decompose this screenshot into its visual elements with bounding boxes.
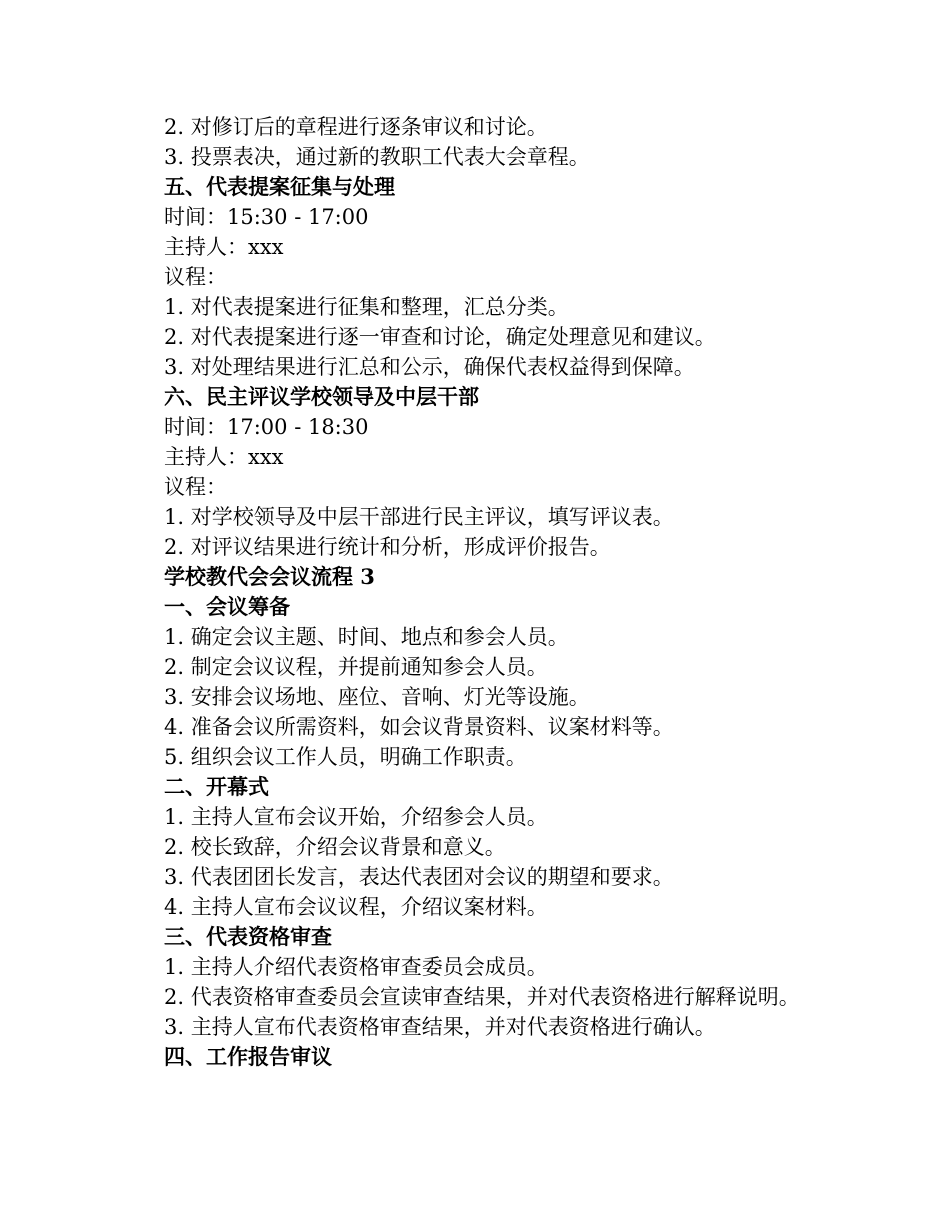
info-line: 时间：17:00 - 18:30 (164, 415, 369, 439)
list-item: 1. 确定会议主题、时间、地点和参会人员。 (164, 625, 569, 649)
list-item: 2. 代表资格审查委员会宣读审查结果，并对代表资格进行解释说明。 (164, 985, 800, 1009)
list-item: 2. 校长致辞，介绍会议背景和意义。 (164, 835, 506, 859)
section-heading: 六、民主评议学校领导及中层干部 (164, 384, 479, 409)
document-page (164, 112, 804, 1072)
section-heading: 二、开幕式 (164, 774, 269, 799)
list-item: 3. 代表团团长发言，表达代表团对会议的期望和要求。 (164, 865, 674, 889)
list-item: 1. 主持人宣布会议开始，介绍参会人员。 (164, 805, 548, 829)
list-item: 3. 对处理结果进行汇总和公示，确保代表权益得到保障。 (164, 355, 695, 379)
list-item: 3. 安排会议场地、座位、音响、灯光等设施。 (164, 685, 590, 709)
info-line: 议程： (164, 475, 227, 499)
list-item: 5. 组织会议工作人员，明确工作职责。 (164, 745, 527, 769)
section-heading: 一、会议筹备 (164, 594, 290, 619)
list-item: 3. 主持人宣布代表资格审查结果，并对代表资格进行确认。 (164, 1015, 716, 1039)
list-item: 2. 对修订后的章程进行逐条审议和讨论。 (164, 115, 548, 139)
section-heading: 学校教代会会议流程 3 (164, 564, 375, 589)
info-line: 主持人：xxx (164, 445, 284, 469)
list-item: 1. 对学校领导及中层干部进行民主评议，填写评议表。 (164, 505, 674, 529)
list-item: 2. 对代表提案进行逐一审查和讨论，确定处理意见和建议。 (164, 325, 716, 349)
info-line: 时间：15:30 - 17:00 (164, 205, 369, 229)
section-heading: 五、代表提案征集与处理 (164, 174, 395, 199)
list-item: 4. 主持人宣布会议议程，介绍议案材料。 (164, 895, 548, 919)
info-line: 主持人：xxx (164, 235, 284, 259)
list-item: 2. 制定会议议程，并提前通知参会人员。 (164, 655, 548, 679)
list-item: 1. 主持人介绍代表资格审查委员会成员。 (164, 955, 548, 979)
list-item: 3. 投票表决，通过新的教职工代表大会章程。 (164, 145, 590, 169)
list-item: 4. 准备会议所需资料，如会议背景资料、议案材料等。 (164, 715, 674, 739)
section-heading: 三、代表资格审查 (164, 924, 332, 949)
section-heading: 四、工作报告审议 (164, 1044, 332, 1069)
list-item: 2. 对评议结果进行统计和分析，形成评价报告。 (164, 535, 611, 559)
info-line: 议程： (164, 265, 227, 289)
list-item: 1. 对代表提案进行征集和整理，汇总分类。 (164, 295, 569, 319)
